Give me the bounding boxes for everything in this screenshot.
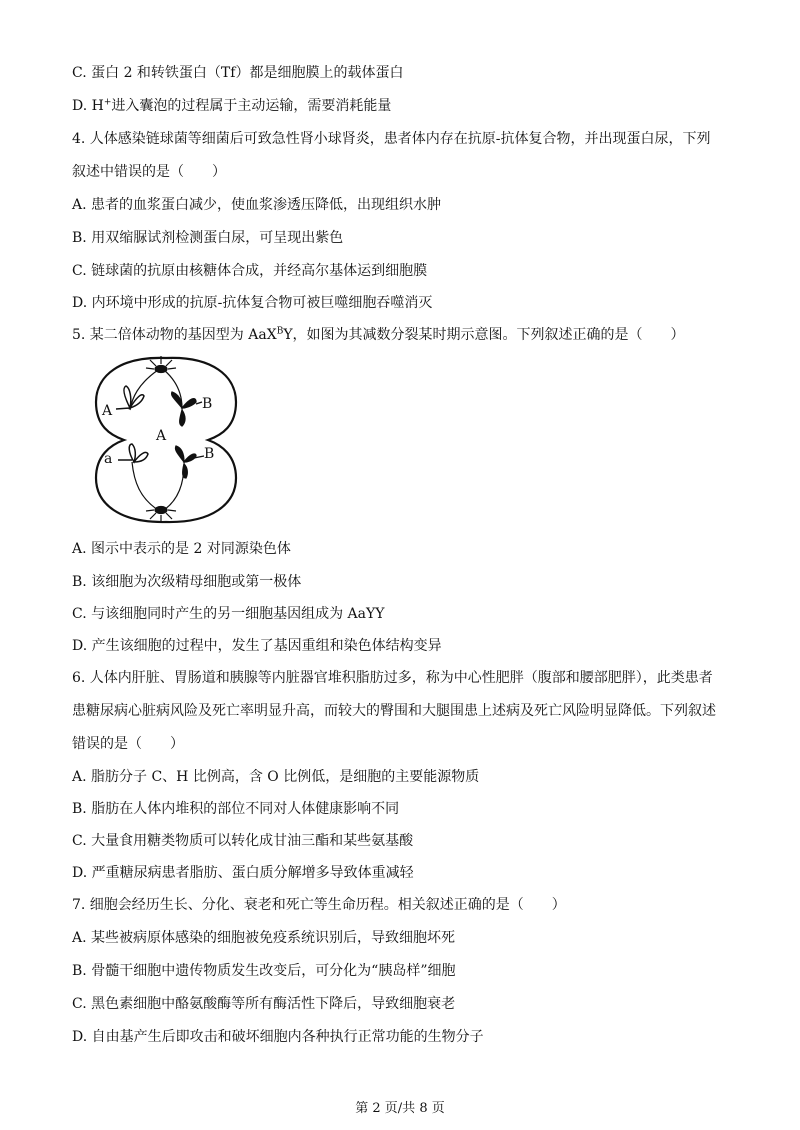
q6-option-a: A. 脂肪分子 C、H 比例高，含 O 比例低，是细胞的主要能源物质 — [72, 769, 480, 785]
q6-option-b: B. 脂肪在人体内堆积的部位不同对人体健康影响不同 — [72, 801, 400, 817]
meiosis-cell-figure — [86, 352, 246, 527]
q6-option-c: C. 大量食用糖类物质可以转化成甘油三酯和某些氨基酸 — [72, 833, 414, 849]
label-upper-right-B: B — [202, 396, 213, 412]
q3-option-c: C. 蛋白 2 和转铁蛋白（Tf）都是细胞膜上的载体蛋白 — [72, 65, 404, 81]
label-lower-right-B: B — [204, 446, 215, 462]
q6-option-d: D. 严重糖尿病患者脂肪、蛋白质分解增多导致体重减轻 — [72, 865, 414, 881]
q7-option-d: D. 自由基产生后即攻击和破坏细胞内各种执行正常功能的生物分子 — [72, 1029, 484, 1045]
q4-option-c: C. 链球菌的抗原由核糖体合成，并经高尔基体运到细胞膜 — [72, 263, 428, 279]
chromosome-upper-left — [116, 386, 144, 409]
q4-stem-line2: 叙述中错误的是（ ） — [72, 164, 226, 180]
q5-option-c: C. 与该细胞同时产生的另一细胞基因组成为 AaYY — [72, 606, 385, 622]
q7-option-b: B. 骨髓干细胞中遗传物质发生改变后，可分化为“胰岛样”细胞 — [72, 963, 456, 979]
label-upper-left-A: A — [102, 403, 113, 419]
q7-option-c: C. 黑色素细胞中酪氨酸酶等所有酶活性下降后，导致细胞衰老 — [72, 996, 456, 1012]
q7-stem: 7. 细胞会经历生长、分化、衰老和死亡等生命历程。相关叙述正确的是（ ） — [72, 897, 566, 913]
q5-option-b: B. 该细胞为次级精母细胞或第一极体 — [72, 574, 302, 590]
q4-option-b: B. 用双缩脲试剂检测蛋白尿，可呈现出紫色 — [72, 230, 344, 246]
q6-stem-line2: 患糖尿病心脏病风险及死亡率明显升高，而较大的臀围和大腿围患上述病及死亡风险明显降低。下列叙述 — [72, 703, 716, 719]
chromosome-upper-right — [172, 392, 202, 426]
chromosome-lower-right — [175, 446, 204, 478]
q7-option-a: A. 某些被病原体感染的细胞被免疫系统识别后，导致细胞坏死 — [72, 930, 456, 946]
meiosis-diagram — [86, 352, 246, 527]
q6-stem-line3: 错误的是（ ） — [72, 736, 184, 752]
label-lower-left-a: a — [104, 451, 113, 467]
page-number-footer: 第 2 页/共 8 页 — [355, 1101, 445, 1116]
q3-option-d: D. H+进入囊泡的过程属于主动运输，需要消耗能量 — [72, 97, 392, 114]
q4-stem-line1: 4. 人体感染链球菌等细菌后可致急性肾小球肾炎，患者体内存在抗原-抗体复合物，并出现蛋白尿，下列 — [72, 131, 711, 147]
chromosome-lower-left — [118, 444, 148, 462]
q4-option-d: D. 内环境中形成的抗原-抗体复合物可被巨噬细胞吞噬消灭 — [72, 295, 433, 311]
label-center-A: A — [156, 428, 167, 444]
q5-stem: 5. 某二倍体动物的基因型为 AaX$^B$Y，如图为其减数分裂某时期示意图。下列叙述正确的是（ ） — [72, 326, 685, 343]
q6-stem-line1: 6. 人体内肝脏、胃肠道和胰腺等内脏器官堆积脂肪过多，称为中心性肥胖（腹部和腰部肥胖），此类患者 — [72, 670, 713, 686]
q5-option-d: D. 产生该细胞的过程中，发生了基因重组和染色体结构变异 — [72, 638, 442, 654]
q5-option-a: A. 图示中表示的是 2 对同源染色体 — [72, 541, 291, 557]
q4-option-a: A. 患者的血浆蛋白减少，使血浆渗透压降低，出现组织水肿 — [72, 197, 442, 213]
